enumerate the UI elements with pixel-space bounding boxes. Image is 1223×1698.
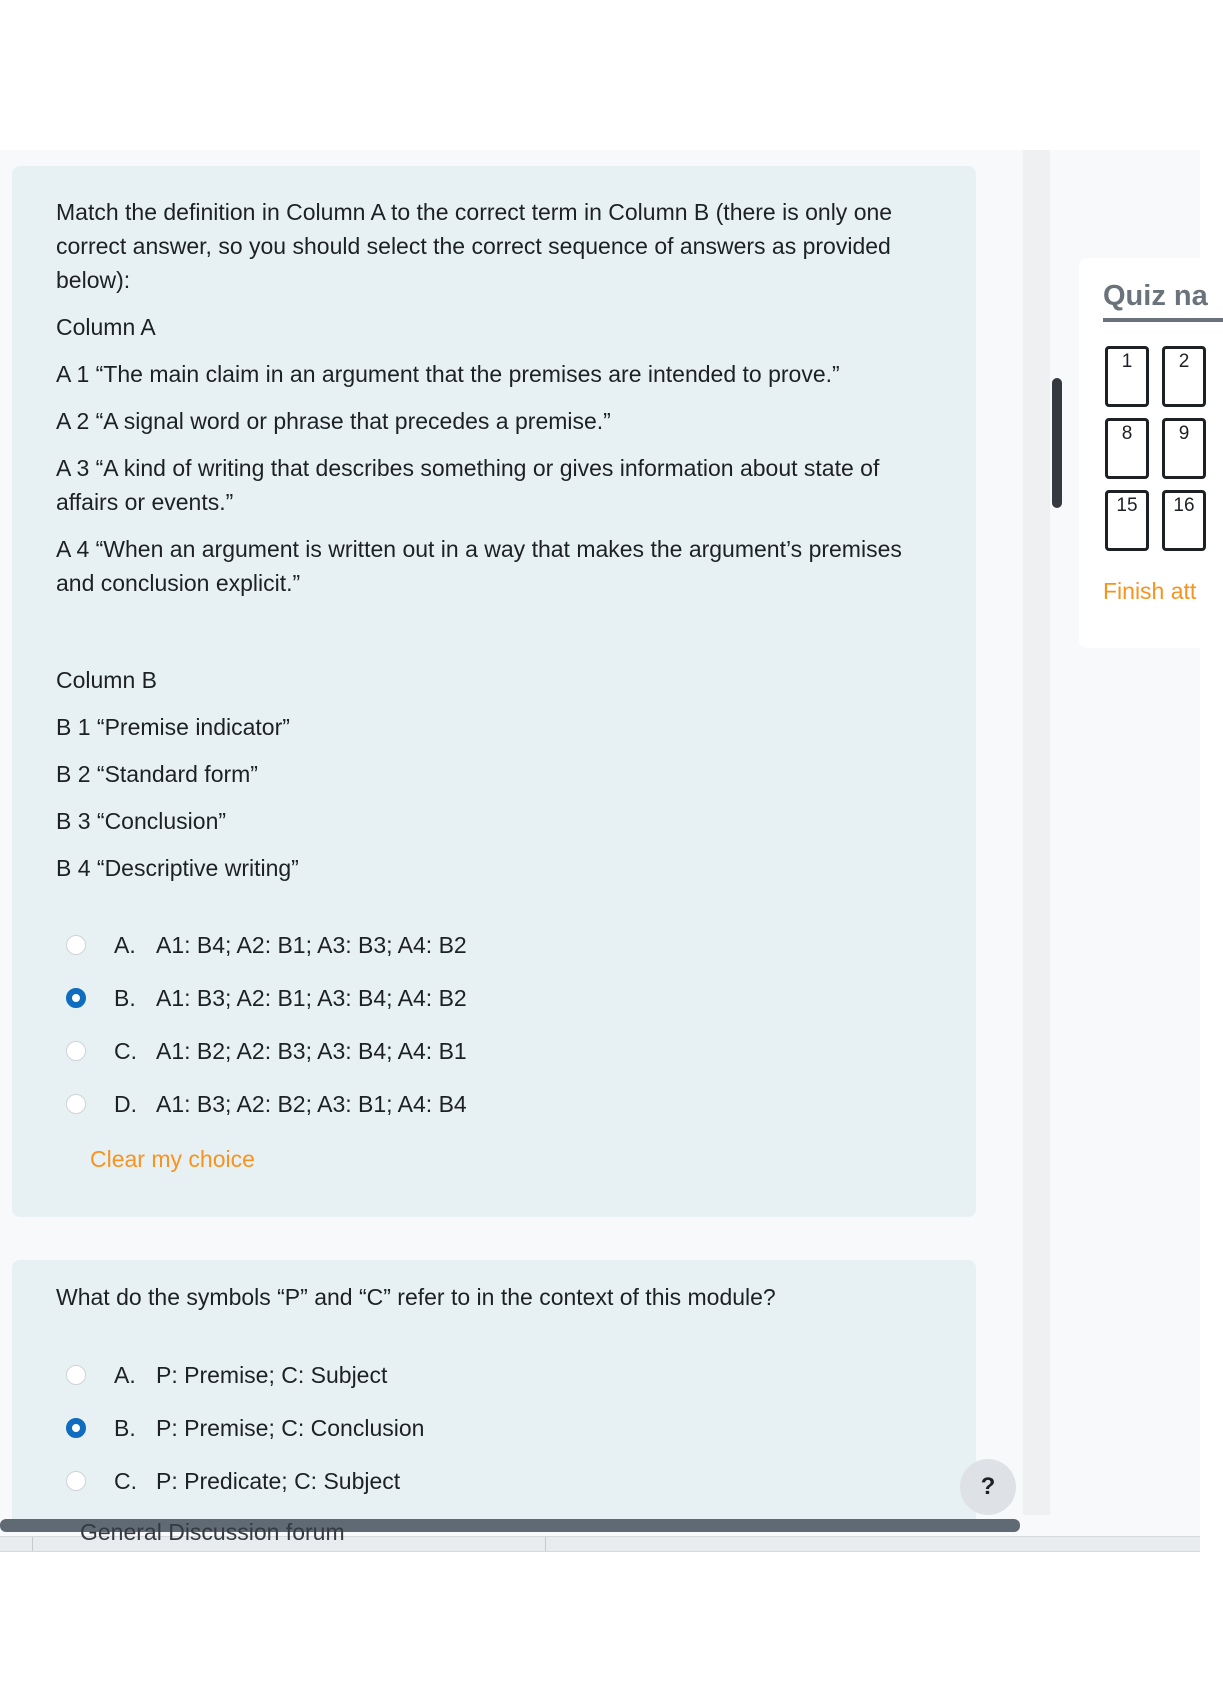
option-text: A1: B3; A2: B2; A3: B1; A4: B4 [156, 1090, 467, 1117]
radio-button[interactable] [66, 935, 86, 955]
footer-strip [0, 1519, 1200, 1552]
column-b-heading: Column B [56, 667, 157, 693]
quiz-nav-button-15[interactable]: 15 [1105, 490, 1149, 551]
quiz-nav-button-1[interactable]: 1 [1105, 346, 1149, 407]
option-text: P: Premise; C: Subject [156, 1361, 388, 1388]
column-b-item: B 1 “Premise indicator” [56, 714, 290, 740]
radio-button[interactable] [66, 1094, 86, 1114]
column-a-item: A 2 “A signal word or phrase that precedes a premise.” [56, 408, 611, 434]
answer-option-a[interactable] [56, 1357, 387, 1393]
radio-button[interactable] [66, 1365, 86, 1385]
option-text: P: Premise; C: Conclusion [156, 1414, 425, 1441]
option-letter: C. [114, 1037, 137, 1064]
column-b-item: B 4 “Descriptive writing” [56, 855, 299, 881]
footer-divider [545, 1537, 546, 1551]
vertical-scrollbar[interactable] [1052, 378, 1062, 508]
answer-option-c[interactable] [56, 1463, 400, 1499]
question-mark-icon: ? [980, 1473, 996, 1500]
column-a-item-continued: and conclusion explicit.” [56, 570, 301, 596]
clear-my-choice-link[interactable]: Clear my choice [90, 1146, 255, 1172]
option-letter: B. [114, 1414, 136, 1441]
column-b-item: B 2 “Standard form” [56, 761, 258, 787]
column-b-item: B 3 “Conclusion” [56, 808, 227, 834]
option-letter: B. [114, 984, 136, 1011]
answer-option-c[interactable] [56, 1033, 467, 1069]
question-card-1 [12, 166, 976, 1217]
answer-option-b[interactable] [56, 980, 467, 1016]
footer-divider [32, 1537, 33, 1551]
answer-option-b[interactable] [56, 1410, 424, 1446]
radio-button[interactable] [66, 1471, 86, 1491]
sidebar-gutter [1023, 150, 1050, 1515]
column-a-item: A 1 “The main claim in an argument that the premises are intended to prove.” [56, 361, 840, 387]
column-a-item: A 4 “When an argument is written out in a way that makes the argument’s premises [56, 536, 902, 562]
option-text: A1: B4; A2: B1; A3: B3; A4: B2 [156, 931, 467, 958]
title-underline [1103, 318, 1223, 322]
quiz-nav-button-9[interactable]: 9 [1162, 418, 1206, 479]
option-text: P: Predicate; C: Subject [156, 1467, 401, 1494]
radio-button[interactable] [66, 1041, 86, 1061]
option-letter: A. [114, 931, 136, 958]
question-text-line: Match the definition in Column A to the correct term in Column B (there is only one [56, 199, 893, 225]
finish-attempt-link[interactable]: Finish att [1103, 578, 1197, 604]
option-letter: D. [114, 1090, 137, 1117]
answer-option-a[interactable] [56, 927, 467, 963]
quiz-navigation-panel [1079, 258, 1219, 648]
column-a-item: A 3 “A kind of writing that describes something or gives information about state of [56, 455, 880, 481]
option-text: A1: B2; A2: B3; A3: B4; A4: B1 [156, 1037, 467, 1064]
option-letter: A. [114, 1361, 136, 1388]
help-button[interactable] [960, 1459, 1016, 1515]
radio-button-selected[interactable] [66, 1418, 86, 1438]
quiz-navigation-title: Quiz na [1103, 280, 1208, 312]
option-letter: C. [114, 1467, 137, 1494]
question-text-line: below): [56, 267, 131, 293]
question-text-line: correct answer, so you should select the correct sequence of answers as provided [56, 233, 891, 259]
column-a-item-continued: affairs or events.” [56, 489, 234, 515]
option-text: A1: B3; A2: B1; A3: B4; A4: B2 [156, 984, 467, 1011]
radio-button-selected[interactable] [66, 988, 86, 1008]
footer-forum-link[interactable]: General Discussion forum [80, 1519, 345, 1545]
answer-option-d[interactable] [56, 1086, 467, 1122]
quiz-nav-button-16[interactable]: 16 [1162, 490, 1206, 551]
quiz-nav-button-2[interactable]: 2 [1162, 346, 1206, 407]
quiz-nav-button-8[interactable]: 8 [1105, 418, 1149, 479]
column-a-heading: Column A [56, 314, 156, 340]
question-card-2 [12, 1260, 976, 1520]
question-text: What do the symbols “P” and “C” refer to in the context of this module? [56, 1284, 776, 1310]
